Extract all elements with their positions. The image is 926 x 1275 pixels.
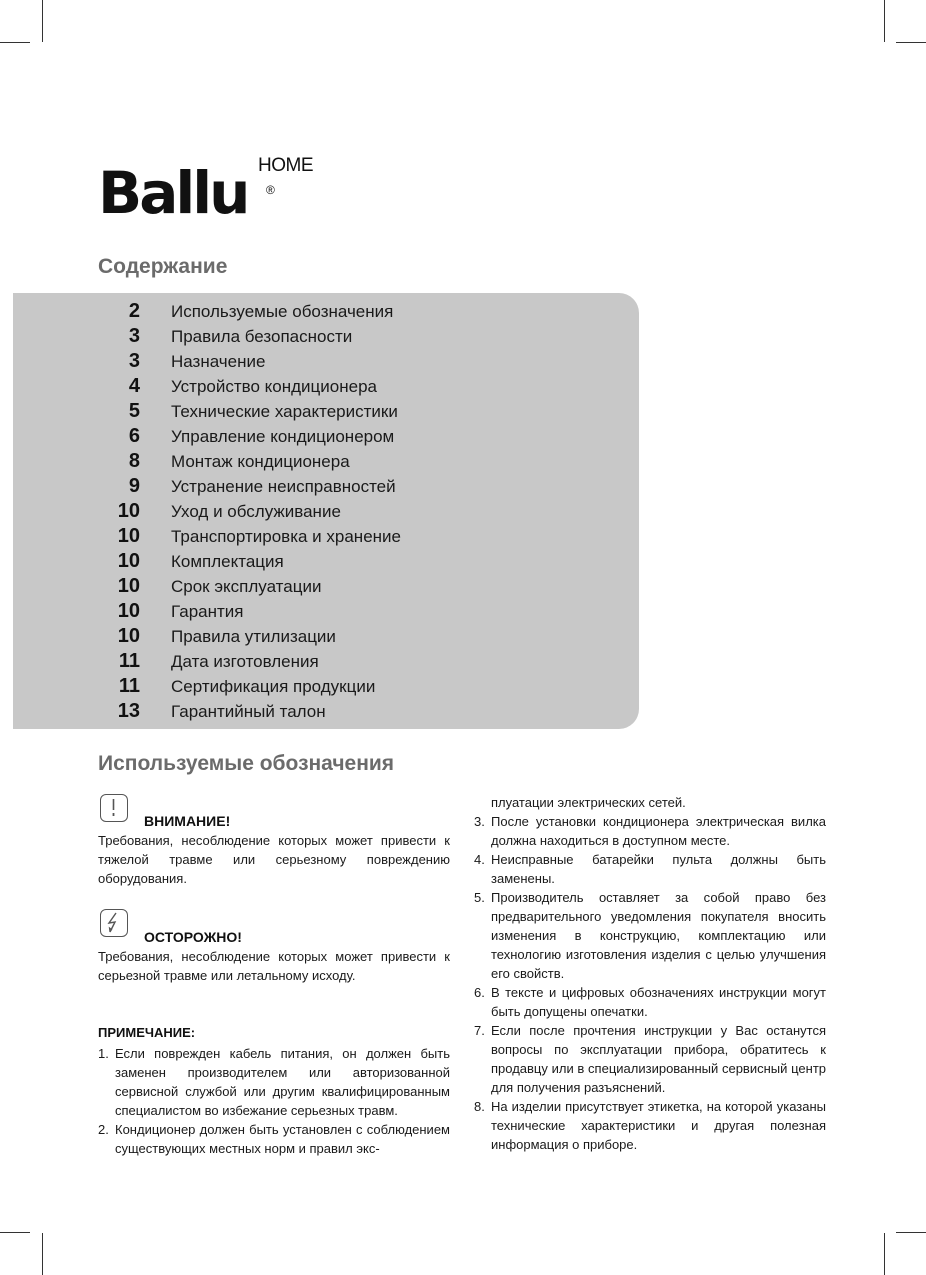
toc-item[interactable] [13,399,639,424]
toc-title: Комплектация [171,552,284,571]
toc-title: Гарантия [171,602,244,621]
note-text: Если поврежден кабель питания, он должен быть заменен производителем или авторизованной сервисной службой или другим квалифицированным специалистом во избежание серьезных травм. [115,1046,450,1118]
toc-title: Устройство кондиционера [171,377,377,396]
logo-home: HOME [258,155,313,176]
toc-item[interactable] [13,599,639,624]
toc-page-number: 10 [117,575,140,597]
toc-page-number: 10 [117,525,140,547]
toc-item[interactable] [13,549,639,574]
toc-item[interactable] [13,699,639,724]
toc-title: Сертификация продукции [171,677,376,696]
note-number: 5. [474,890,485,905]
toc-page-number: 10 [117,500,140,522]
toc-item[interactable] [13,299,639,324]
note-item [474,983,826,1021]
toc-title: Дата изготовления [171,652,319,671]
toc-page-number: 10 [117,550,140,572]
toc-title: Управление кондиционером [171,427,395,446]
note-number: 4. [474,852,485,867]
note-continuation: плуатации электрических сетей. [491,795,686,810]
toc-page-number: 3 [128,350,140,372]
note-item [98,1044,450,1120]
note-text: На изделии присутствует этикетка, на которой указаны технические характеристики и другая полезная информация о приборе. [491,1099,826,1152]
toc-item[interactable] [13,624,639,649]
toc-page-number: 11 [118,675,140,697]
crop-mark [896,1232,926,1233]
note-number: 6. [474,985,485,1000]
crop-mark [42,1233,43,1275]
toc-item[interactable] [13,374,639,399]
crop-mark [0,42,30,43]
logo-wordmark: Ballu [98,159,248,227]
toc-title: Устранение неисправностей [171,477,396,496]
note-number: 3. [474,814,485,829]
note-text: Если после прочтения инструкции у Вас останутся вопросы по эксплуатации прибора, обратитесь к продавцу или в специализированный сервисный центр для получения разъяснений. [491,1023,826,1095]
caution-text: Требования, несоблюдение которых может привести к серьезной травме или летальному исходу. [98,949,450,983]
toc-item[interactable] [13,349,639,374]
note-text: Неисправные батарейки пульта должны быть заменены. [491,852,826,886]
toc-list [13,299,639,724]
toc-title: Срок эксплуатации [171,577,322,596]
toc-page-number: 10 [117,600,140,622]
note-item [98,1120,450,1158]
toc-page-number: 9 [128,475,140,497]
note-number: 1. [98,1046,109,1061]
toc-page-number: 3 [128,325,140,347]
attention-text: Требования, несоблюдение которых может привести к тяжелой травме или серьезному повреждению оборудования. [98,833,450,886]
toc-item[interactable] [13,574,639,599]
toc-page-number: 2 [128,300,140,322]
toc-title: Гарантийный талон [171,702,326,721]
toc-page-number: 11 [118,650,140,672]
toc-item[interactable] [13,449,639,474]
toc-title: Уход и обслуживание [171,502,341,521]
toc-panel [13,293,639,729]
note-item [474,1021,826,1097]
toc-title: Технические характеристики [171,402,398,421]
lightning-icon [100,909,128,937]
note-text: Производитель оставляет за собой право без предварительного уведомления покупателя вносить изменения в конструкцию, комплектацию или технологию изготовления изделия с целью улучшения его свойств. [491,890,826,981]
toc-heading: Содержание [98,255,228,278]
toc-page-number: 5 [128,400,140,422]
toc-title: Используемые обозначения [171,302,394,321]
toc-item[interactable] [13,424,639,449]
toc-title: Назначение [171,352,266,371]
toc-page-number: 13 [117,700,140,722]
note-text: В тексте и цифровых обозначениях инструкции могут быть допущены опечатки. [491,985,826,1019]
toc-item[interactable] [13,524,639,549]
note-item [474,1097,826,1154]
crop-mark [884,1233,885,1275]
toc-page-number: 8 [128,450,140,472]
notes-right [474,793,826,1154]
toc-item[interactable] [13,324,639,349]
crop-mark [0,1232,30,1233]
note-item [474,812,826,850]
toc-title: Правила утилизации [171,627,336,646]
toc-page-number: 6 [128,425,140,447]
crop-mark [884,0,885,42]
note-number: 7. [474,1023,485,1038]
toc-page-number: 4 [128,375,140,397]
note-label: ПРИМЕЧАНИЕ: [98,1025,196,1040]
toc-item[interactable] [13,674,639,699]
toc-item[interactable] [13,474,639,499]
note-number: 2. [98,1122,109,1137]
note-number: 8. [474,1099,485,1114]
crop-mark [896,42,926,43]
note-item [474,888,826,983]
crop-mark [42,0,43,42]
toc-title: Транспортировка и хранение [171,527,401,546]
brand-logo [98,155,313,227]
note-text: После установки кондиционера электрическая вилка должна находиться в доступном месте. [491,814,826,848]
notes-left [98,1044,450,1158]
toc-title: Правила безопасности [171,327,353,346]
caution-label: ОСТОРОЖНО! [144,929,242,945]
note-item [474,850,826,888]
attention-label: ВНИМАНИЕ! [144,813,231,829]
toc-title: Монтаж кондиционера [171,452,350,471]
exclamation-icon [100,794,128,822]
logo-registered-mark: ® [266,183,275,197]
toc-item[interactable] [13,499,639,524]
symbols-heading: Используемые обозначения [98,752,395,775]
toc-item[interactable] [13,649,639,674]
toc-page-number: 10 [117,625,140,647]
note-text: Кондиционер должен быть установлен с соблюдением существующих местных норм и правил экс- [115,1122,450,1156]
